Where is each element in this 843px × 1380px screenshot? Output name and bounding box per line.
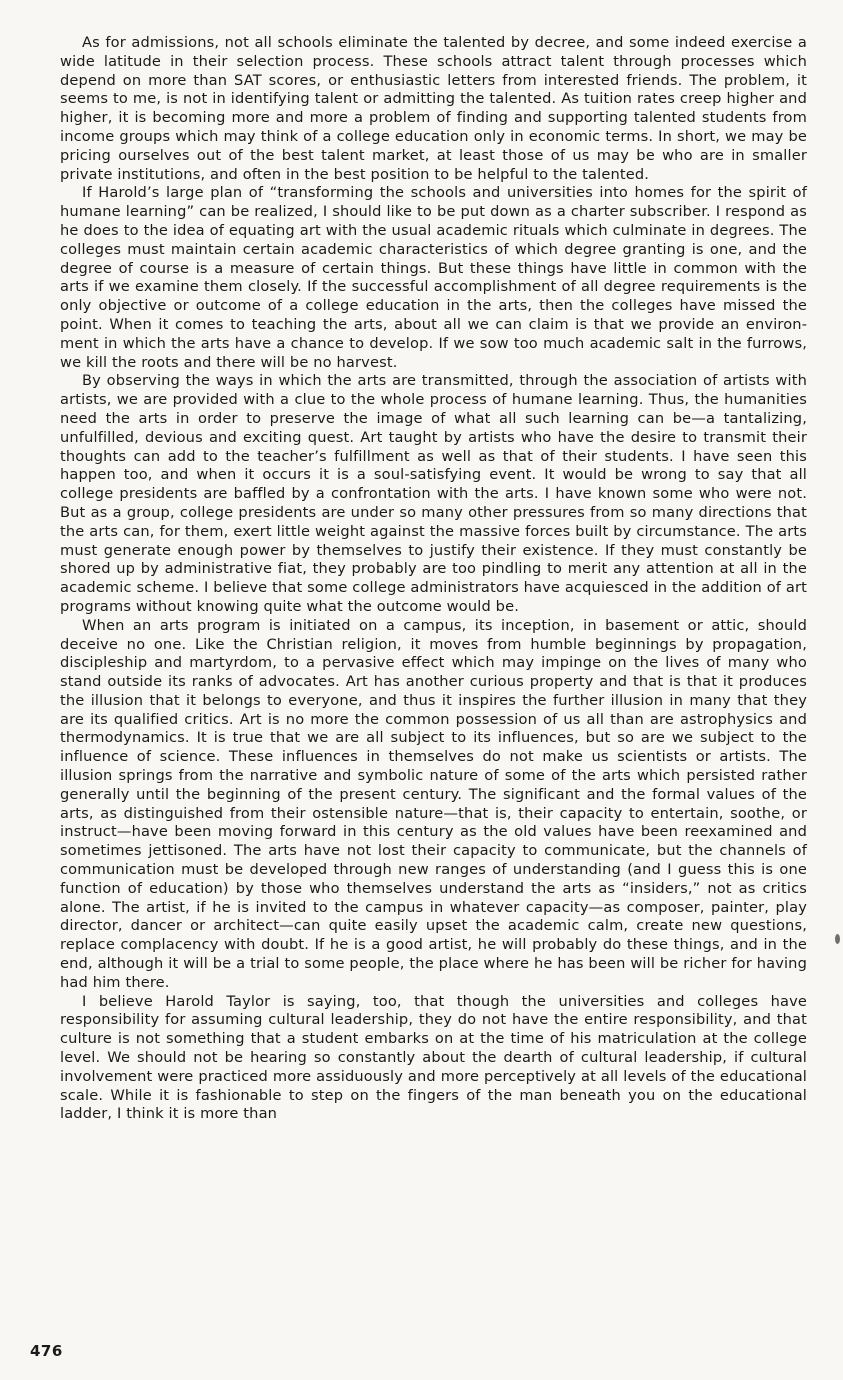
paragraph-harold-plan: If Harold’s large plan of “transforming the schools and universities into homes for the spirit of humane learning” can be realized, I should like to be put down as a charter subscriber. I respond as he does to the idea of equating art with the usual academic rituals which culminate in degrees. The colleges must maintain certain academic characteristics of which degree granting is one, and the degree of course is a measure of certain things. But these things have little in common with the arts if we examine them closely. If the successful accomplishment of all degree requirements is the only objective or outcome of a college education in the arts, then the colleges have missed the point. When it comes to teaching the arts, about all we can claim is that we provide an environment in which the arts have a chance to develop. If we sow too much academic salt in the furrows, we kill the roots and there will be no harvest. bbox=[60, 184, 807, 371]
paragraph-admissions: As for admissions, not all schools eliminate the talented by decree, and some indeed exercise a wide latitude in their selection process. These schools attract talent through processes which depend on more than SAT scores, or enthusiastic letters from interested friends. The problem, it seems to me, is not in identifying talent or admitting the talented. As tuition rates creep higher and higher, it is becoming more and more a problem of finding and supporting talented students from income groups which may think of a college education only in economic terms. In short, we may be pricing ourselves out of the best talent market, at least those of us may be who are in smaller private institutions, and often in the best position to be helpful to the talented. bbox=[60, 34, 807, 183]
paragraph-arts-transmitted: By observing the ways in which the arts are transmitted, through the association of artists with artists, we are provided with a clue to the whole process of humane learning. Thus, the humanities need the arts in order to preserve the image of what all such learning can be—a tantalizing, unfulfilled, devious and exciting quest. Art taught by artists who have the desire to transmit their thoughts can add to the teacher’s fulfillment as well as that of their students. I have seen this happen too, and when it occurs it is a soul-satisfying event. It would be wrong to say that all college presidents are baffled by a confrontation with the arts. I have known some who were not. But as a group, college presidents are under so many other pressures from so many directions that the arts can, for them, exert little weight against the massive forces built by circumstance. The arts must generate enough power by themselves to justify their existence. If they must constantly be shored up by administrative fiat, they probably are too pindling to merit any attention at all in the academic scheme. I believe that some college administrators have acquiesced in the addition of art programs without knowing quite what the outcome would be. bbox=[60, 372, 807, 615]
page-number: 476 bbox=[30, 1342, 63, 1360]
paragraph-cultural-leadership: I believe Harold Taylor is saying, too, that though the universities and colleges have responsibility for assuming cultural leadership, they do not have the entire responsibility, and that culture is not something that a student embarks on at the time of his matriculation at the college level. We should not be hearing so constantly about the dearth of cultural leadership, if cultural involvement were practiced more assiduously and more perceptively at all levels of the educational scale. While it is fashionable to step on the fingers of the man beneath you on the educational ladder, I think it is more than bbox=[60, 992, 807, 1123]
margin-mark bbox=[835, 934, 840, 944]
paragraph-arts-program: When an arts program is initiated on a campus, its inception, in basement or attic, should deceive no one. Like the Christian religion, it moves from humble beginnings by propagation, discipleship and martyrdom, to a pervasive effect which may impinge on the lives of many who stand outside its ranks of advocates. Art has another curious property and that is that it produces the illusion that it belongs to everyone, and thus it inspires the further illusion in many that they are its qualified critics. Art is no more the common possession of us all than are astrophysics and thermodynamics. It is true that we are all subject to its influences, but so are we subject to the influence of science. These influences in themselves do not make us scientists or artists. The illusion springs from the narrative and symbolic nature of some of the arts which persisted rather generally until the beginning of the present century. The significant and the formal values of the arts, as distinguished from their ostensible nature—that is, their capacity to entertain, soothe, or instruct—have been moving forward in this century as the old values have been reexamined and sometimes jettisoned. The arts have not lost their capacity to communicate, but the channels of communication must be developed through new ranges of understanding (and I guess this is one function of education) by those who themselves understand the arts as “insiders,” not as critics alone. The artist, if he is invited to the campus in whatever capacity—as composer, painter, play director, dancer or architect—can quite easily upset the academic calm, create new questions, replace complacency with doubt. If he is a good artist, he will probably do these things, and in the end, although it will be a trial to some people, the place where he has been will be richer for having had him there. bbox=[60, 616, 807, 991]
body-text bbox=[60, 34, 807, 1124]
